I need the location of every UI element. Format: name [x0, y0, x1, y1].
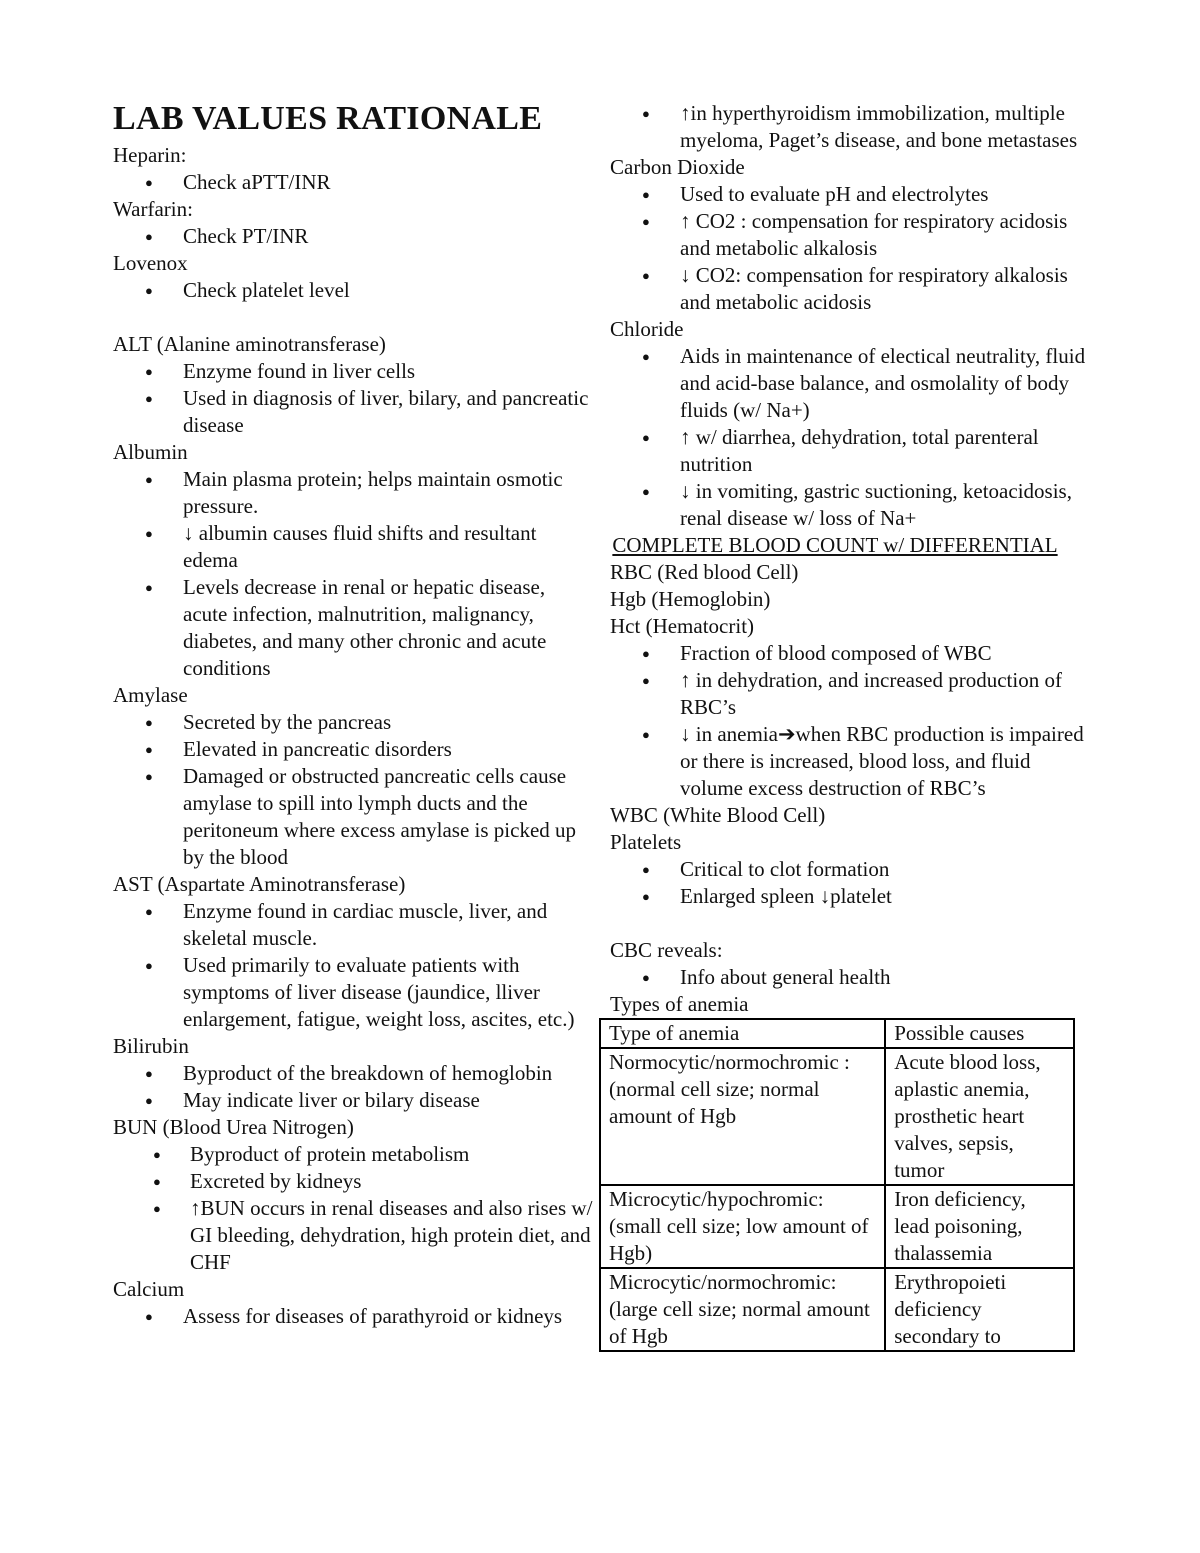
table-header-cell: Type of anemia — [600, 1019, 885, 1048]
table-cell: Erythropoieti deficiency secondary to — [885, 1268, 1074, 1351]
list-item: ● ↓ CO2: compensation for respiratory alkalosis and metabolic acidosis — [610, 262, 1090, 316]
right-column — [610, 100, 1090, 1352]
list-item: ● ↑ in dehydration, and increased production of RBC’s — [610, 667, 1090, 721]
calcium-continued-list — [610, 100, 1090, 154]
list-item: ● Check aPTT/INR — [113, 169, 593, 196]
chloride-list — [610, 343, 1090, 532]
list-item: ● Used in diagnosis of liver, bilary, and pancreatic disease — [113, 385, 593, 439]
table-cell: Acute blood loss, aplastic anemia, prosthetic heart valves, sepsis, tumor — [885, 1048, 1074, 1185]
bilirubin-list — [113, 1060, 593, 1114]
table-cell — [600, 1268, 885, 1351]
co2-heading: Carbon Dioxide — [610, 155, 745, 179]
platelets-heading: Platelets — [610, 830, 682, 854]
list-item: ● Enlarged spleen ↓platelet — [610, 883, 1090, 910]
hct-list — [610, 640, 1090, 802]
co2-list — [610, 181, 1090, 316]
anemia-type-detail: (small cell size; low amount of Hgb) — [609, 1214, 869, 1265]
table-row — [600, 1185, 1074, 1268]
list-item: ● Levels decrease in renal or hepatic disease, acute infection, malnutrition, malignancy, diabetes, and many other chronic and acute conditions — [113, 574, 593, 682]
list-item: ● Byproduct of the breakdown of hemoglobin — [113, 1060, 593, 1087]
alt-heading: ALT (Alanine aminotransferase) — [113, 332, 386, 356]
alt-list — [113, 358, 593, 439]
cbc-section-heading: COMPLETE BLOOD COUNT w/ DIFFERENTIAL — [612, 533, 1058, 557]
table-row — [600, 1048, 1074, 1185]
amylase-list — [113, 709, 593, 871]
cbc-reveals-heading: CBC reveals: — [610, 938, 723, 962]
platelets-list — [610, 856, 1090, 910]
spacer — [113, 304, 593, 331]
table-header-cell: Possible causes — [885, 1019, 1074, 1048]
table-cell — [600, 1048, 885, 1185]
lovenox-heading: Lovenox — [113, 251, 188, 275]
list-item: ● Damaged or obstructed pancreatic cells cause amylase to spill into lymph ducts and the peritoneum where excess amylase is picked up by the blood — [113, 763, 593, 871]
list-item: ● ↑in hyperthyroidism immobilization, multiple myeloma, Paget’s disease, and bone metastases — [610, 100, 1090, 154]
anemia-type: Normocytic/normochromic : — [609, 1050, 850, 1074]
list-item: ● Check PT/INR — [113, 223, 593, 250]
list-item: ● Enzyme found in cardiac muscle, liver, and skeletal muscle. — [113, 898, 593, 952]
cbc-reveals-list — [610, 964, 1090, 991]
list-item: ● Elevated in pancreatic disorders — [113, 736, 593, 763]
chloride-heading: Chloride — [610, 317, 684, 341]
table-cell: Iron deficiency, lead poisoning, thalassemia — [885, 1185, 1074, 1268]
albumin-list — [113, 466, 593, 682]
lovenox-list — [113, 277, 593, 304]
page-title: LAB VALUES RATIONALE — [113, 100, 543, 137]
table-cell — [600, 1185, 885, 1268]
list-item: ● ↓ in anemia➔when RBC production is impaired or there is increased, blood loss, and fluid volume excess destruction of RBC’s — [610, 721, 1090, 802]
bun-list — [113, 1141, 593, 1276]
hct-heading: Hct (Hematocrit) — [610, 614, 755, 638]
left-column — [113, 96, 593, 1330]
list-item: ● Byproduct of protein metabolism — [113, 1141, 593, 1168]
heparin-list — [113, 169, 593, 196]
list-item: ● Main plasma protein; helps maintain osmotic pressure. — [113, 466, 593, 520]
list-item: ● Aids in maintenance of electical neutrality, fluid and acid-base balance, and osmolality of body fluids (w/ Na+) — [610, 343, 1090, 424]
rbc-heading: RBC (Red blood Cell) — [610, 560, 799, 584]
list-item: ● Used to evaluate pH and electrolytes — [610, 181, 1090, 208]
list-item: ● Fraction of blood composed of WBC — [610, 640, 1090, 667]
list-item: ● Assess for diseases of parathyroid or kidneys — [113, 1303, 593, 1330]
list-item: ● May indicate liver or bilary disease — [113, 1087, 593, 1114]
calcium-list — [113, 1303, 593, 1330]
ast-list — [113, 898, 593, 1033]
anemia-type: Microcytic/normochromic: — [609, 1270, 837, 1294]
bilirubin-heading: Bilirubin — [113, 1034, 189, 1058]
amylase-heading: Amylase — [113, 683, 188, 707]
list-item: ● Critical to clot formation — [610, 856, 1090, 883]
anemia-type-detail: (large cell size; normal amount of Hgb — [609, 1297, 870, 1348]
list-item: ● Excreted by kidneys — [113, 1168, 593, 1195]
list-item: ● Check platelet level — [113, 277, 593, 304]
warfarin-heading: Warfarin: — [113, 197, 193, 221]
calcium-heading: Calcium — [113, 1277, 185, 1301]
table-row — [600, 1268, 1074, 1351]
heparin-heading: Heparin: — [113, 143, 187, 167]
table-header-row — [600, 1019, 1074, 1048]
ast-heading: AST (Aspartate Aminotransferase) — [113, 872, 406, 896]
spacer — [610, 910, 1090, 937]
wbc-heading: WBC (White Blood Cell) — [610, 803, 826, 827]
list-item: ● Info about general health — [610, 964, 1090, 991]
bun-heading: BUN (Blood Urea Nitrogen) — [113, 1115, 354, 1139]
anemia-type: Microcytic/hypochromic: — [609, 1187, 824, 1211]
anemia-type-detail: (normal cell size; normal amount of Hgb — [609, 1077, 820, 1128]
list-item: ● Enzyme found in liver cells — [113, 358, 593, 385]
list-item: ● Secreted by the pancreas — [113, 709, 593, 736]
warfarin-list — [113, 223, 593, 250]
anemia-table — [599, 1018, 1075, 1352]
list-item: ● ↑BUN occurs in renal diseases and also rises w/ GI bleeding, dehydration, high protein diet, and CHF — [113, 1195, 593, 1276]
albumin-heading: Albumin — [113, 440, 188, 464]
list-item: ● ↓ in vomiting, gastric suctioning, ketoacidosis, renal disease w/ loss of Na+ — [610, 478, 1090, 532]
list-item: ● Used primarily to evaluate patients with symptoms of liver disease (jaundice, lliver enlargement, fatigue, weight loss, ascites, etc.) — [113, 952, 593, 1033]
list-item: ● ↑ CO2 : compensation for respiratory acidosis and metabolic alkalosis — [610, 208, 1090, 262]
list-item: ● ↑ w/ diarrhea, dehydration, total parenteral nutrition — [610, 424, 1090, 478]
hgb-heading: Hgb (Hemoglobin) — [610, 587, 771, 611]
list-item: ● ↓ albumin causes fluid shifts and resultant edema — [113, 520, 593, 574]
anemia-heading: Types of anemia — [610, 992, 749, 1016]
